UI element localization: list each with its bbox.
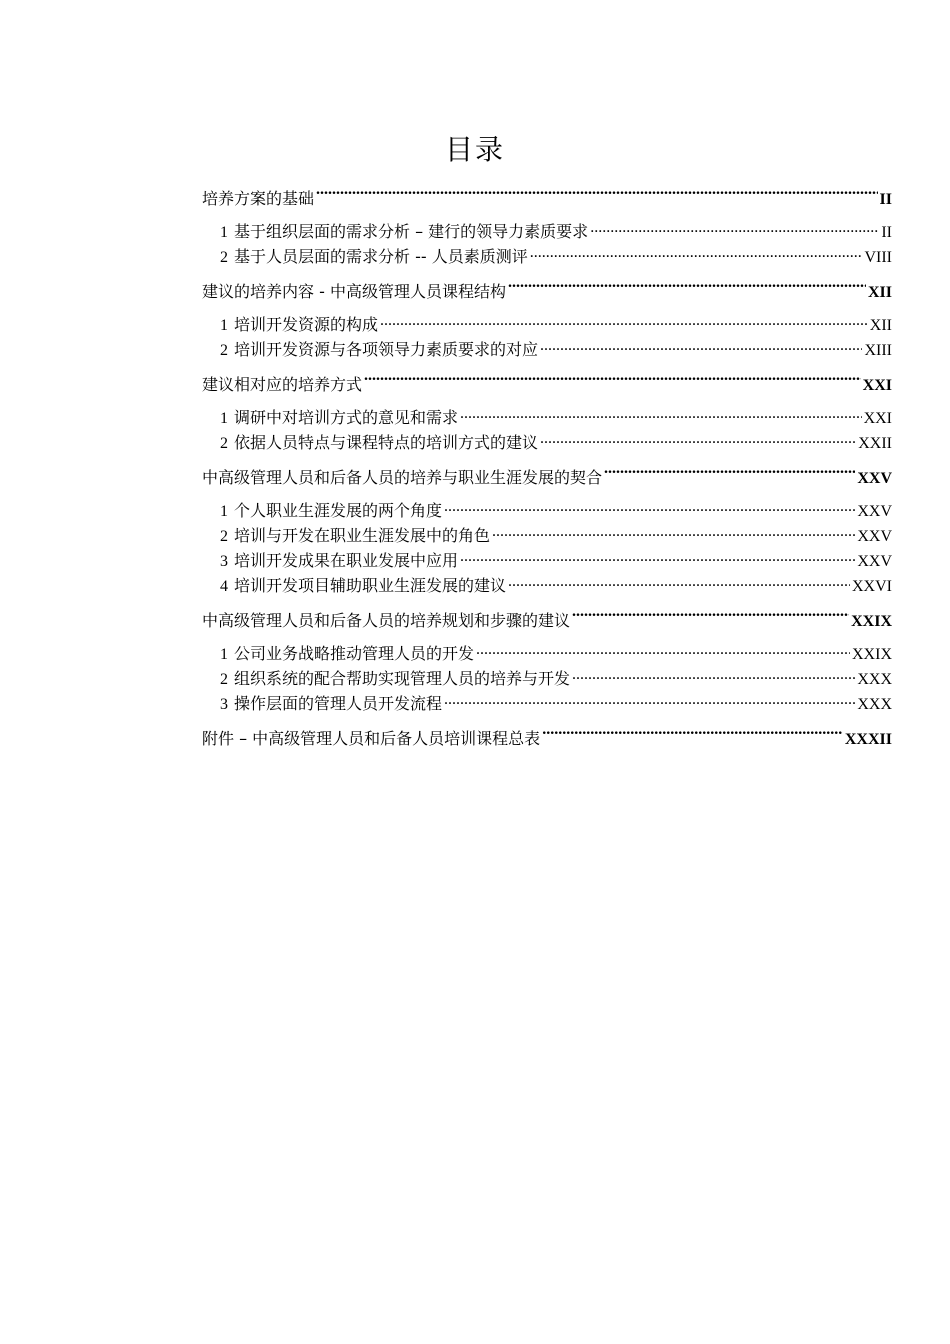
toc-subentry-page-number: XII <box>869 317 892 334</box>
toc-heading-page-number: XII <box>867 284 892 301</box>
toc-subentry[interactable] <box>202 548 892 573</box>
toc-heading-entry[interactable] <box>202 182 892 216</box>
toc-subentry-number: 2 <box>220 435 228 452</box>
toc-subentry-label: 组织系统的配合帮助实现管理人员的培养与开发 <box>234 669 571 688</box>
toc-subentry[interactable] <box>202 691 892 716</box>
page-title: 目录 <box>444 133 505 166</box>
toc-section <box>202 368 892 461</box>
toc-subentry-label: 培训开发成果在职业发展中应用 <box>234 551 459 570</box>
toc-heading-entry[interactable] <box>202 275 892 309</box>
toc-section <box>202 461 892 604</box>
toc-subentry-text <box>220 691 442 716</box>
toc-subentry-text <box>220 666 570 691</box>
toc-subentry-page-number: XXV <box>857 553 892 570</box>
toc-subentry-number: 4 <box>220 578 228 595</box>
toc-subentry-page-number: XXX <box>857 696 892 713</box>
dot-leader <box>444 693 855 709</box>
toc-subentry-number: 1 <box>220 503 228 520</box>
toc-subentry[interactable] <box>202 337 892 362</box>
toc-subentry-number: 1 <box>220 224 228 241</box>
toc-subentry[interactable] <box>202 523 892 548</box>
dot-leader <box>540 432 856 448</box>
toc-subentry[interactable] <box>202 666 892 691</box>
toc-subentry-text <box>220 405 458 430</box>
toc-heading-label: 附件 – 中高级管理人员和后备人员培训课程总表 <box>202 729 541 748</box>
toc-subentry-page-number: VIII <box>864 249 892 266</box>
toc-subentry-number: 1 <box>220 317 228 334</box>
toc-subentry-page-number: XXI <box>863 410 892 427</box>
toc-subentry[interactable] <box>202 430 892 455</box>
toc-subentry-page-number: XXV <box>857 528 892 545</box>
toc-subentry-label: 培训开发资源与各项领导力素质要求的对应 <box>234 340 539 359</box>
toc-subentry-text <box>220 641 474 666</box>
toc-subentry[interactable] <box>202 498 892 523</box>
toc-subentry-number: 3 <box>220 696 228 713</box>
toc-subentry-text <box>220 573 506 598</box>
dot-leader <box>476 643 850 659</box>
toc-section <box>202 182 892 275</box>
toc-heading-page-number: XXV <box>857 470 892 487</box>
toc-heading-page-number: XXXII <box>844 731 892 748</box>
toc-subentry-text <box>220 430 538 455</box>
toc-subentry[interactable] <box>202 573 892 598</box>
toc-subentry-label: 调研中对培训方式的意见和需求 <box>234 408 459 427</box>
toc-heading-entry[interactable] <box>202 368 892 402</box>
toc-subentry-page-number: XIII <box>864 342 892 359</box>
dot-leader <box>508 281 866 297</box>
toc-subentry[interactable] <box>202 312 892 337</box>
toc-heading-label: 中高级管理人员和后备人员的培养规划和步骤的建议 <box>202 611 571 630</box>
toc-subentry-page-number: XXII <box>858 435 892 452</box>
toc-subentry-text <box>220 523 490 548</box>
dot-leader <box>492 525 855 541</box>
dot-leader <box>572 610 849 626</box>
toc-section <box>202 722 892 756</box>
toc-subentry-number: 1 <box>220 646 228 663</box>
toc-heading-label: 建议相对应的培养方式 <box>202 375 363 394</box>
toc-subentry[interactable] <box>202 405 892 430</box>
toc-subentry-number: 2 <box>220 342 228 359</box>
toc-subentry-label: 培训开发资源的构成 <box>234 315 379 334</box>
toc-subentry-page-number: II <box>881 224 892 241</box>
dot-leader <box>460 407 862 423</box>
toc-subentry-page-number: XXV <box>857 503 892 520</box>
toc-subentry-page-number: XXX <box>857 671 892 688</box>
toc-subentry-number: 2 <box>220 671 228 688</box>
dot-leader <box>508 575 850 591</box>
toc-heading-entry[interactable] <box>202 722 892 756</box>
toc-subentry-number: 2 <box>220 249 228 266</box>
toc-heading-page-number: XXIX <box>851 613 892 630</box>
toc-heading-entry[interactable] <box>202 604 892 638</box>
toc-subentry-label: 基于组织层面的需求分析 – 建行的领导力素质要求 <box>234 222 589 241</box>
toc-subentry-label: 个人职业生涯发展的两个角度 <box>234 501 443 520</box>
toc-subentry-label: 培训与开发在职业生涯发展中的角色 <box>234 526 491 545</box>
toc-heading-label: 培养方案的基础 <box>202 189 315 208</box>
toc-subentry-number: 1 <box>220 410 228 427</box>
toc-subentry-label: 依据人员特点与课程特点的培训方式的建议 <box>234 433 539 452</box>
toc-subentry-label: 基于人员层面的需求分析 -- 人员素质测评 <box>234 247 528 266</box>
dot-leader <box>316 188 878 204</box>
toc-heading-label: 中高级管理人员和后备人员的培养与职业生涯发展的契合 <box>202 468 603 487</box>
dot-leader <box>604 467 855 483</box>
toc-subentry-text <box>220 548 458 573</box>
dot-leader <box>542 728 843 744</box>
dot-leader <box>460 550 855 566</box>
dot-leader <box>444 500 855 516</box>
toc-section <box>202 604 892 722</box>
dot-leader <box>572 668 855 684</box>
toc-heading-label: 建议的培养内容 - 中高级管理人员课程结构 <box>202 282 506 301</box>
toc-subentry-number: 3 <box>220 553 228 570</box>
toc-subentry[interactable] <box>202 244 892 269</box>
dot-leader <box>380 314 868 330</box>
dot-leader <box>364 374 861 390</box>
toc-subentry-text <box>220 219 588 244</box>
toc-subentry-label: 培训开发项目辅助职业生涯发展的建议 <box>234 576 507 595</box>
toc-subentry-text <box>220 337 538 362</box>
toc-subentry-text <box>220 498 442 523</box>
toc-subentry-page-number: XXVI <box>852 578 892 595</box>
toc-heading-page-number: XXI <box>862 377 892 394</box>
toc-subentry-text <box>220 244 528 269</box>
toc-subentry-label: 操作层面的管理人员开发流程 <box>234 694 443 713</box>
toc-section <box>202 275 892 368</box>
toc-subentry[interactable] <box>202 219 892 244</box>
table-of-contents <box>202 182 892 756</box>
toc-subentry-page-number: XXIX <box>852 646 892 663</box>
toc-heading-entry[interactable] <box>202 461 892 495</box>
dot-leader <box>540 339 862 355</box>
dot-leader <box>530 246 863 262</box>
toc-subentry[interactable] <box>202 641 892 666</box>
toc-subentry-text <box>220 312 378 337</box>
dot-leader <box>590 221 879 237</box>
toc-subentry-number: 2 <box>220 528 228 545</box>
toc-heading-page-number: II <box>879 191 892 208</box>
toc-subentry-label: 公司业务战略推动管理人员的开发 <box>234 644 475 663</box>
